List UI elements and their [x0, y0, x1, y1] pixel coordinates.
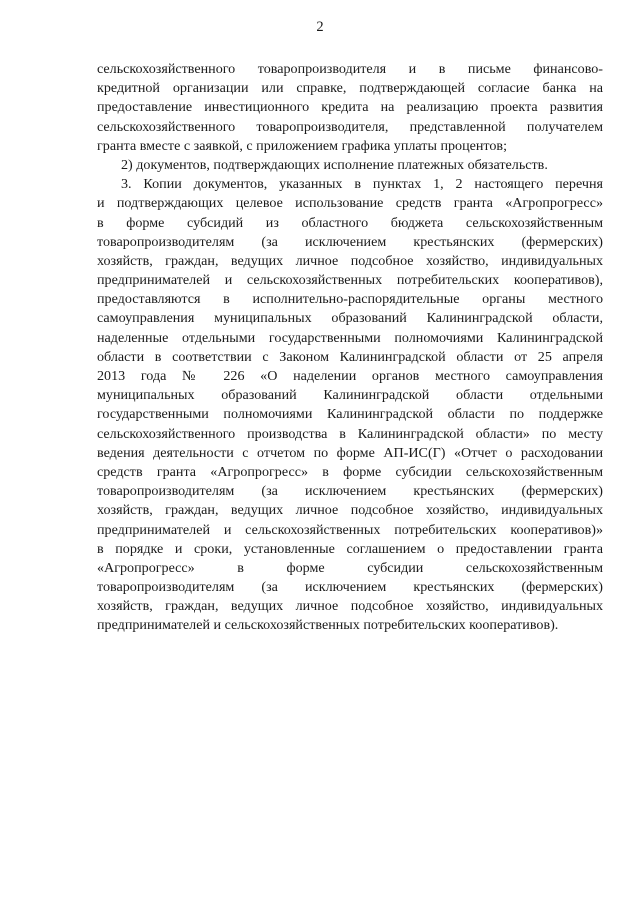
text-line: предпринимателей и сельскохозяйственных потребительских кооперативов),: [97, 272, 603, 289]
text-line: хозяйств, граждан, ведущих личное подсобное хозяйство, индивидуальных: [97, 502, 603, 519]
document-body: [97, 60, 603, 636]
text-line: «Агропрогресс» в форме субсидии сельскохозяйственным: [97, 559, 603, 576]
text-line: средств гранта «Агропрогресс» в форме субсидии сельскохозяйственным: [97, 463, 603, 480]
text-line: хозяйств, граждан, ведущих личное подсобное хозяйство, индивидуальных: [97, 252, 603, 269]
text-line: в форме субсидий из областного бюджета сельскохозяйственным: [97, 214, 603, 231]
text-line: сельскохозяйственного производства в Калининградской области» по месту: [97, 425, 603, 442]
text-line: 2) документов, подтверждающих исполнение платежных обязательств.: [121, 156, 548, 173]
text-line: 3. Копии документов, указанных в пунктах 1, 2 настоящего перечня: [121, 176, 603, 193]
text-line: товаропроизводителям (за исключением крестьянских (фермерских): [97, 483, 603, 500]
text-line: хозяйств, граждан, ведущих личное подсобное хозяйство, индивидуальных: [97, 598, 603, 615]
text-line: сельскохозяйственного товаропроизводителя, представленной получателем: [97, 118, 603, 135]
text-line: предоставляются в исполнительно-распорядительные органы местного: [97, 291, 603, 308]
text-line: сельскохозяйственного товаропроизводителя и в письме финансово-: [97, 61, 603, 77]
text-line: предпринимателей и сельскохозяйственных потребительских кооперативов)»: [97, 521, 603, 538]
text-line: кредитной организации или справке, подтверждающей согласие банка на: [97, 80, 603, 97]
text-line: муниципальных образований Калининградской области отдельными: [97, 387, 603, 404]
text-line: ведения деятельности с отчетом по форме АП-ИС(Г) «Отчет о расходовании: [97, 444, 603, 461]
text-line: товаропроизводителям (за исключением крестьянских (фермерских): [97, 579, 603, 596]
text-line: государственными полномочиями Калининградской области по поддержке: [97, 406, 603, 423]
text-line: товаропроизводителям (за исключением крестьянских (фермерских): [97, 233, 603, 250]
text-line: области в соответствии с Законом Калининградской области от 25 апреля: [97, 348, 603, 365]
text-line: в порядке и сроки, установленные соглашением о предоставлении гранта: [97, 540, 603, 557]
text-line: наделенные отдельными государственными полномочиями Калининградской: [97, 329, 603, 346]
text-line: предпринимателей и сельскохозяйственных потребительских кооперативов).: [97, 617, 559, 634]
text-line: предоставление инвестиционного кредита на реализацию проекта развития: [97, 99, 603, 116]
text-line: самоуправления муниципальных образований Калининградской области,: [97, 310, 603, 327]
text-line: и подтверждающих целевое использование средств гранта «Агропрогресс»: [97, 195, 603, 212]
page-number: 2: [316, 19, 324, 35]
text-line: 2013 года № 226 «О наделении органов местного самоуправления: [97, 368, 603, 384]
text-line: гранта вместе с заявкой, с приложением графика уплаты процентов;: [97, 137, 508, 154]
